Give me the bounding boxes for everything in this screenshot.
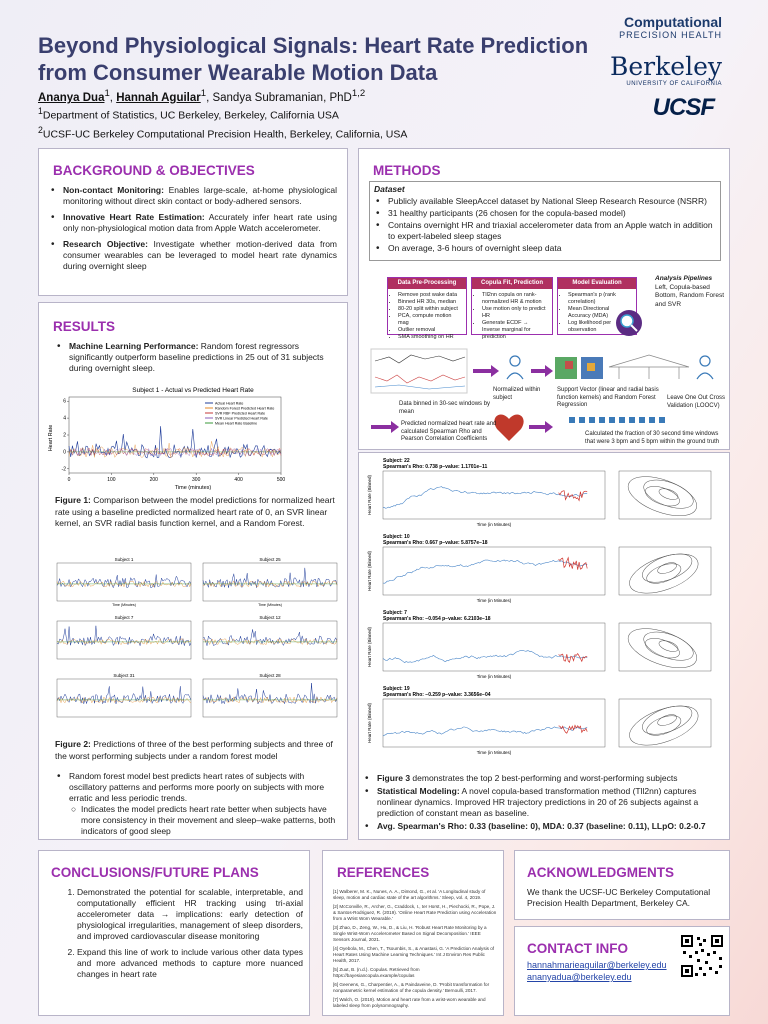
poster-title: Beyond Physiological Signals: Heart Rate Prediction from Consumer Wearable Motion Data	[38, 33, 589, 85]
figure1-svg	[45, 383, 341, 491]
sub-bullet-marker: ○	[71, 804, 77, 814]
results-bullet	[57, 341, 337, 374]
fig3-panel-frame	[383, 699, 605, 747]
fig3-bullet-1-bold: Figure 3	[377, 773, 411, 783]
window-square	[599, 417, 605, 423]
figure3-panel	[358, 452, 730, 840]
fig1-x-tick-label: 200	[149, 477, 158, 483]
conclusion-item: 2. Expand this line of work to include various other data types and more advanced methods to capture more nuanced changes in heart rate	[77, 947, 303, 980]
person-icon-body	[697, 373, 713, 379]
acknowledgments-heading: ACKNOWLEDGMENTS	[527, 865, 674, 880]
background-item	[51, 212, 337, 234]
fig1-x-tick-label: 400	[234, 477, 243, 483]
dataset-list	[370, 196, 720, 254]
background-heading: BACKGROUND & OBJECTIVES	[53, 163, 255, 178]
email-link-hannah[interactable]: hannahmarieaguilar@berkeley.edu	[527, 960, 667, 970]
acknowledgments-panel	[514, 850, 730, 920]
berkeley-wordmark: Berkeley	[610, 52, 722, 81]
window-square	[569, 417, 575, 423]
fig2-panel-title: Subject 31	[113, 673, 135, 678]
fig3-ylabel: Heart Rate (Binned)	[367, 550, 372, 592]
preprocessing-item: • Remove post wake data	[398, 292, 462, 299]
window-square	[629, 417, 635, 423]
results-bullet-bold: Machine Learning Performance:	[69, 341, 199, 351]
fig1-y-tick-label: -2	[61, 466, 66, 473]
figure1-chart	[45, 383, 341, 491]
fig3-ylabel: Heart Rate (Binned)	[367, 626, 372, 668]
preprocessing-item: • 80-20 split within subject	[398, 306, 462, 313]
author-2-sup: 1	[200, 88, 207, 99]
background-list	[51, 185, 337, 277]
figure3-bullet	[365, 821, 725, 832]
fig3-ylabel: Heart Rate (Binned)	[367, 702, 372, 744]
fig3-contour-frame	[619, 547, 711, 595]
flow-arrow-head	[545, 421, 553, 433]
copula-item: • Generate ECDF → Inverse marginal for prediction	[482, 320, 548, 341]
background-panel	[38, 148, 348, 296]
copula-list	[472, 289, 552, 341]
figure2-svg	[49, 553, 339, 729]
window-square	[619, 417, 625, 423]
fig3-stats-label: Spearman's Rho: 0.667 p−value: 5.8757e−18	[383, 540, 488, 546]
email-link-ananya[interactable]: ananyadua@berkeley.edu	[527, 972, 632, 982]
references-heading: REFERENCES	[337, 865, 430, 880]
affiliation-1: Department of Statistics, UC Berkeley, Berkeley, California USA	[42, 109, 339, 122]
heatmap-thumbnail-patch	[565, 361, 573, 369]
results-bullet-text: Random forest regressors significantly outperform baseline predictions in 25 out of 31 subjects during overnight sleep.	[69, 341, 324, 373]
fig2-caption-bold: Figure 2:	[55, 739, 91, 749]
window-square	[589, 417, 595, 423]
contact-heading: CONTACT INFO	[527, 941, 628, 956]
fig3-xlabel: Time (in Minutes)	[476, 750, 512, 755]
fig2-panel-title: Subject 28	[259, 673, 281, 678]
bg-item-3-text: Investigate whether motion-derived data from consumer wearables can be leveraged to model heart rate dynamics during overnight sleep	[63, 239, 338, 271]
window-square	[649, 417, 655, 423]
bg-item-2-text: Accurately infer heart rate using only non-physiological motion data from Apple Watch accelerometer.	[63, 212, 337, 233]
background-item	[51, 239, 337, 272]
berkeley-logo	[610, 52, 722, 87]
copula-item: • Use motion only to predict HR	[482, 306, 548, 320]
reference-item: [5] Zuut, B. (n.d.). Copulas. Retrieved from https://bayesiancopula.example/copulas	[333, 967, 420, 978]
person-icon	[510, 356, 520, 366]
methods-heading: METHODS	[373, 163, 441, 178]
window-square	[659, 417, 665, 423]
fig2-panel-title: Subject 1	[114, 557, 134, 562]
flow-arrow-head	[491, 365, 499, 377]
bg-item-1-bold: Non-contact Monitoring:	[63, 185, 164, 195]
author-list: Ananya Dua$^1$, Hannah Aguilar$^1$, Sandya Subramanian, PhD$^{1,2}$	[38, 88, 366, 104]
window-square	[579, 417, 585, 423]
references-panel	[322, 850, 504, 1016]
copula-title: Copula Fit, Prediction	[472, 278, 552, 289]
cph-logo-line1: Computational	[624, 14, 722, 30]
evaluation-title: Model Evaluation	[558, 278, 636, 289]
fig1-x-tick-label: 0	[67, 477, 71, 483]
conclusion-item: 1. Demonstrated the potential for scalable, interpretable, and computationally efficient HR tracking using tri-axial accelerometer data → implications: early detection of physiological irregularities, management of sleep disorders, and improved cardiovascular disease monitoring	[77, 887, 303, 942]
fig1-xlabel: Time (minutes)	[174, 485, 212, 491]
results-bullet-list	[57, 341, 337, 379]
window-square	[609, 417, 615, 423]
affil-2-sup: 2	[38, 124, 43, 135]
fig2-panel-title: Subject 25	[259, 557, 281, 562]
fig3-contour-frame	[619, 623, 711, 671]
preprocessing-item: • PCA, compute motion mag	[398, 313, 462, 327]
fig1-ylabel: Heart Rate	[48, 424, 54, 452]
conclusions-panel	[38, 850, 310, 1016]
flow-spearman-text: Predicted normalized heart rate and calculated Spearman Rho and Pearson Correlation Coefficients	[401, 421, 497, 442]
fig1-legend-label: Mean Heart Rate Baseline	[215, 421, 258, 426]
reference-item: [1] Walberer, M. K., Nunes, A. A., Dimond, G., et al. 'A Longitudinal study of sleep, motion and cardiac state of the art algorithms.' Sleep, vol. 4, 2019.	[333, 889, 486, 900]
fig3-stats-label: Spearman's Rho: −0.259 p−value: 3.3656e−04	[383, 692, 491, 698]
figure2-grid	[49, 553, 339, 729]
fig3-subject-label: Subject: 7	[383, 610, 407, 616]
dataset-item: • Contains overnight HR and triaxial accelerometer data from an Apple watch in addition to expert-labeled sleep stages	[376, 220, 714, 242]
preprocessing-item: • SMA smoothing on HR	[398, 334, 462, 341]
fig3-xlabel: Time (in Minutes)	[476, 522, 512, 527]
fig3-contour-frame	[619, 471, 711, 519]
fig2-panel-title: Subject 12	[259, 615, 281, 620]
results-panel	[38, 302, 348, 840]
copula-item: • Tll2nn copula on rank-normalized HR & motion	[482, 292, 548, 306]
pipelines-note	[655, 275, 725, 309]
fig1-legend-label: Random Forest Predicted Heart Rate	[215, 406, 275, 411]
person-icon-body	[507, 373, 523, 379]
author-1-sup: 1	[104, 88, 110, 99]
fig3-subject-label: Subject: 22	[383, 458, 410, 464]
fig3-bullet-3-bold: Avg. Spearman's Rho: 0.33 (baseline: 0), MDA: 0.37 (baseline: 0.11), LLpO: 0.2-0.7	[377, 821, 706, 831]
fig1-legend-label: SVR Linear Predicted Heart Rate	[215, 416, 268, 421]
reference-item: [2] McConville, R., Archer, G., Craddock, I., ter Horst, H., Piechocki, R., Pope, J. & Santos-Rodriguez, R. (2019). 'Online Heart Rate Prediction using Acceleration from a Wrist Worn Wearable.'	[333, 904, 497, 921]
heatmap-thumbnail-patch	[587, 363, 595, 371]
references-list	[333, 889, 497, 1012]
fig1-x-tick-label: 100	[107, 477, 116, 483]
figure3-bullet	[365, 773, 725, 784]
conclusions-heading: CONCLUSIONS/FUTURE PLANS	[51, 865, 259, 880]
dataset-item: • 31 healthy participants (26 chosen for the copula-based model)	[376, 208, 714, 219]
pipelines-label: Analysis Pipelines	[655, 275, 713, 282]
fig1-y-tick-label: 0	[63, 449, 66, 456]
fig3-stats-label: Spearman's Rho: 0.738 p−value: 1.1701e−11	[383, 464, 488, 470]
preprocessing-box	[387, 277, 467, 340]
affiliation-2: UCSF-UC Berkeley Computational Precision Health, Berkeley, California, USA	[42, 128, 408, 140]
fig3-subject-label: Subject: 10	[383, 534, 410, 540]
flow-normalized-text: Normalized within subject	[493, 387, 541, 401]
figure1-caption	[55, 495, 337, 530]
author-3: Sandya Subramanian, PhD	[212, 91, 352, 104]
fig1-y-tick-label: 4	[63, 415, 66, 422]
fig2-caption-text: Predictions of three of the best performing subjects and three of the worst performing subjects under a random forest model	[55, 739, 333, 761]
dataset-box	[369, 181, 721, 261]
fig3-bullet-1-text: demonstrates the top 2 best-performing and worst-performing subjects	[410, 773, 678, 783]
results-bullet2-text: Random forest model best predicts heart rates of subjects with oscillatory patterns and performs more poorly on subjects with more erratic and less periodic trends.	[69, 771, 325, 803]
preprocessing-title: Data Pre-Processing	[388, 278, 466, 289]
flow-binned-text: Data binned in 30-sec windows by mean	[399, 401, 491, 415]
flow-svr-text: Support Vector (linear and radial basis function kernels) and Random Forest Regression	[557, 387, 659, 408]
person-icon	[700, 356, 710, 366]
dataset-item: • Publicly available SleepAccel dataset by National Sleep Research Resource (NSRR)	[376, 196, 714, 207]
evaluation-item: • Log likelihood per observation	[568, 320, 632, 334]
contact-emails	[527, 959, 667, 983]
fig2-panel-title: Subject 7	[114, 615, 134, 620]
preprocessing-list	[388, 289, 466, 341]
fig1-y-tick-label: 2	[63, 432, 66, 439]
fig3-bullet-2-bold: Statistical Modeling:	[377, 786, 460, 796]
flow-loocv-text: Leave One Out Cross Validation (LOOCV)	[667, 395, 726, 409]
fig3-xlabel: Time (in Minutes)	[476, 598, 512, 603]
reference-item: [6] Geenens, G., Charpentier, A., & Paindaveine, D. 'Probit transformation for nonparametric kernel estimation of the copula density.' Bernoulli, 2017.	[333, 982, 490, 993]
fig3-contour-frame	[619, 699, 711, 747]
bg-item-2-bold: Innovative Heart Rate Estimation:	[63, 212, 205, 222]
fig1-x-tick-label: 300	[192, 477, 201, 483]
ucsf-logo: UCSF	[652, 94, 714, 121]
author-3-sup: 1,2	[351, 88, 366, 99]
author-2: Hannah Aguilar	[116, 91, 201, 104]
results-bullet2	[57, 771, 339, 804]
bg-item-3-bold: Research Objective:	[63, 239, 148, 249]
berkeley-subtitle: UNIVERSITY OF CALIFORNIA	[626, 81, 722, 87]
fig2-xlabel: Time (Minutes)	[112, 603, 136, 607]
sub-bullet-text: Indicates the model predicts heart rate better when subjects have more consistency in their movement and sleep–wake patterns, both indicators of good sleep	[81, 804, 336, 836]
fig1-plot-area	[62, 397, 286, 483]
tree-diagram	[609, 355, 689, 367]
fig1-legend-label: SVR RBF Predicted Heart Rate	[215, 411, 266, 416]
reference-item: [7] Walch, O. (2019). Motion and heart rate from a wrist-worn wearable and labeled sleep from polysomnography.	[333, 997, 486, 1008]
fig1-legend-label: Actual Heart Rate	[215, 401, 244, 406]
figure3-bullets	[365, 773, 725, 834]
fig1-x-tick-label: 500	[276, 477, 286, 483]
tree-diagram-branches	[619, 367, 679, 379]
window-square	[639, 417, 645, 423]
fig3-xlabel: Time (in Minutes)	[476, 674, 512, 679]
preprocessing-item: • Outlier removal	[398, 327, 462, 334]
fig1-y-tick-label: 6	[63, 398, 66, 405]
fig3-stats-label: Spearman's Rho: −0.054 p−value: 6.2103e−18	[383, 616, 491, 622]
contact-panel	[514, 926, 730, 1016]
fig3-panel-frame	[383, 623, 605, 671]
copula-box	[471, 277, 553, 340]
conclusions-list	[53, 887, 303, 980]
results-sub-bullet	[71, 804, 339, 837]
dataset-label: Dataset	[374, 184, 405, 194]
flow-arrow-head	[545, 365, 553, 377]
fig1-caption-bold: Figure 1:	[55, 495, 91, 505]
magnifier-icon	[615, 309, 643, 337]
figure3-bullet	[365, 786, 725, 819]
fig2-xlabel: Time (Minutes)	[258, 603, 282, 607]
acknowledgments-text: We thank the UCSF-UC Berkeley Computational Precision Health Department, Berkeley CA.	[527, 887, 711, 908]
fig2-panel-frame	[57, 563, 191, 601]
results-heading: RESULTS	[53, 319, 116, 334]
dataset-item: • On average, 3-6 hours of overnight sleep data	[376, 243, 714, 254]
fig3-bullet-2-text: A novel copula-based transformation method (Tll2nn) captures nonlinear dynamics. Improved HR trajectory predictions in 20 of 26 subjects against a prediction of constant mean as baseline.	[377, 786, 699, 818]
qr-code-icon[interactable]	[679, 933, 725, 979]
cph-logo	[619, 14, 722, 40]
preprocessing-item: • Binned HR 30s, median	[398, 299, 462, 306]
fig3-panel-frame	[383, 547, 605, 595]
pipelines-text: Left, Copula-based Bottom, Random Forest and SVR	[655, 283, 724, 308]
flow-arrow-head	[391, 421, 399, 433]
fig3-subject-label: Subject: 19	[383, 686, 410, 692]
evaluation-item: • Mean Directional Accuracy (MDA)	[568, 306, 632, 320]
fig1-title: Subject 1 - Actual vs Predicted Heart Rate	[132, 387, 254, 394]
reference-item: [4] Oyebola, M., Chen, T., Tsoumbis, S., & Anastasi, G. 'A Prediction Analysis of Heart Rates Using Machine Learning Techniques.' Int J Environ Res Public Health, 2017.	[333, 946, 495, 963]
figure3-svg	[365, 455, 725, 761]
affil-1-sup: 1	[38, 106, 43, 116]
author-1: Ananya Dua	[38, 91, 105, 104]
reference-item: [3] Zhao, D., Zeng, W., Hu, D., & Liu, H. 'Robust Heart Rate Monitoring by a Single Wrist-Worn Accelerometer Based on Signal Decomposition.' IEEE Sensors Journal, 2021.	[333, 925, 487, 942]
fig3-ylabel: Heart Rate (Binned)	[367, 474, 372, 516]
bg-item-1-text: Enables large-scale, at-home physiological monitoring without direct skin contact or body-adhered sensors.	[63, 185, 337, 206]
background-item	[51, 185, 337, 207]
evaluation-item: • Spearman's p (rank correlation)	[568, 292, 632, 306]
affiliations	[38, 104, 407, 141]
fig2-panel-frame	[203, 679, 337, 717]
methods-panel	[358, 148, 730, 450]
fig1-caption-text: Comparison between the model predictions for normalized heart rate using a baseline predicted normalized heart rate of 0, an SVR linear kernel, an SVR radial basis function kernel, and a Random Forest.	[55, 495, 335, 528]
cph-logo-line2: PRECISION HEALTH	[619, 30, 722, 40]
flow-fraction-text: Calculated the fraction of 30 second time windows that were 3 bpm and 5 bpm within the ground truth	[585, 431, 720, 445]
figure2-caption	[55, 739, 337, 762]
